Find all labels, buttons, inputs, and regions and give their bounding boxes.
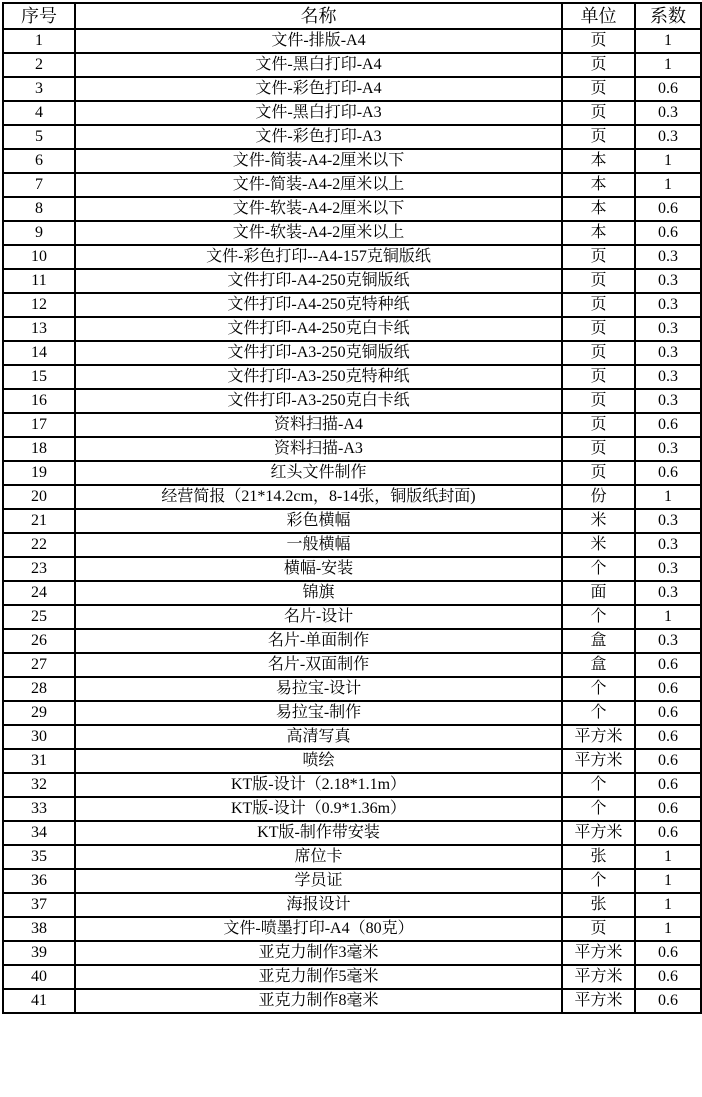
table-row	[3, 53, 701, 77]
cell-coef: 0.3	[635, 365, 701, 389]
cell-coef: 0.3	[635, 629, 701, 653]
cell-no: 40	[3, 965, 75, 989]
table-row	[3, 629, 701, 653]
cell-no: 1	[3, 29, 75, 53]
table-row	[3, 29, 701, 53]
cell-name: 资料扫描-A4	[75, 413, 562, 437]
cell-no: 9	[3, 221, 75, 245]
cell-coef: 1	[635, 29, 701, 53]
cell-coef: 0.6	[635, 413, 701, 437]
cell-no: 10	[3, 245, 75, 269]
cell-unit: 页	[562, 77, 635, 101]
cell-coef: 1	[635, 917, 701, 941]
cell-unit: 张	[562, 893, 635, 917]
cell-name: 亚克力制作5毫米	[75, 965, 562, 989]
cell-unit: 个	[562, 605, 635, 629]
cell-no: 26	[3, 629, 75, 653]
cell-coef: 0.6	[635, 461, 701, 485]
cell-unit: 页	[562, 101, 635, 125]
col-header-name: 名称	[75, 3, 562, 29]
cell-name: 易拉宝-制作	[75, 701, 562, 725]
table-row	[3, 989, 701, 1013]
cell-coef: 0.3	[635, 293, 701, 317]
table-row	[3, 893, 701, 917]
cell-coef: 0.6	[635, 677, 701, 701]
table-row	[3, 725, 701, 749]
cell-name: 文件-简装-A4-2厘米以下	[75, 149, 562, 173]
cell-no: 7	[3, 173, 75, 197]
cell-unit: 盒	[562, 629, 635, 653]
table-row	[3, 557, 701, 581]
cell-no: 12	[3, 293, 75, 317]
table-row	[3, 749, 701, 773]
cell-unit: 平方米	[562, 941, 635, 965]
cell-unit: 本	[562, 173, 635, 197]
cell-coef: 0.3	[635, 101, 701, 125]
table-row	[3, 293, 701, 317]
cell-no: 25	[3, 605, 75, 629]
cell-unit: 页	[562, 437, 635, 461]
cell-unit: 页	[562, 341, 635, 365]
table-row	[3, 389, 701, 413]
cell-name: KT版-设计（2.18*1.1m）	[75, 773, 562, 797]
cell-no: 36	[3, 869, 75, 893]
col-header-unit: 单位	[562, 3, 635, 29]
cell-name: 文件-彩色打印-A4	[75, 77, 562, 101]
cell-name: 一般横幅	[75, 533, 562, 557]
cell-coef: 0.3	[635, 437, 701, 461]
cell-no: 11	[3, 269, 75, 293]
cell-unit: 页	[562, 389, 635, 413]
cell-name: 文件-黑白打印-A3	[75, 101, 562, 125]
table-row	[3, 965, 701, 989]
cell-unit: 平方米	[562, 749, 635, 773]
cell-name: 文件-彩色打印-A3	[75, 125, 562, 149]
cell-unit: 页	[562, 245, 635, 269]
cell-no: 8	[3, 197, 75, 221]
table-row	[3, 197, 701, 221]
table-row	[3, 797, 701, 821]
cell-no: 18	[3, 437, 75, 461]
cell-coef: 1	[635, 149, 701, 173]
cell-no: 4	[3, 101, 75, 125]
cell-unit: 个	[562, 701, 635, 725]
cell-name: 文件-软装-A4-2厘米以上	[75, 221, 562, 245]
cell-unit: 本	[562, 149, 635, 173]
cell-name: 亚克力制作3毫米	[75, 941, 562, 965]
cell-no: 5	[3, 125, 75, 149]
cell-coef: 0.6	[635, 941, 701, 965]
table-row	[3, 269, 701, 293]
cell-unit: 米	[562, 509, 635, 533]
cell-name: 文件打印-A3-250克铜版纸	[75, 341, 562, 365]
cell-coef: 1	[635, 845, 701, 869]
col-header-coef: 系数	[635, 3, 701, 29]
cell-unit: 盒	[562, 653, 635, 677]
col-header-no: 序号	[3, 3, 75, 29]
cell-name: 文件打印-A4-250克白卡纸	[75, 317, 562, 341]
cell-name: 亚克力制作8毫米	[75, 989, 562, 1013]
cell-name: 红头文件制作	[75, 461, 562, 485]
cell-no: 41	[3, 989, 75, 1013]
cell-no: 28	[3, 677, 75, 701]
table-row	[3, 77, 701, 101]
cell-coef: 1	[635, 485, 701, 509]
cell-coef: 0.6	[635, 725, 701, 749]
cell-unit: 页	[562, 293, 635, 317]
cell-unit: 平方米	[562, 965, 635, 989]
cell-no: 20	[3, 485, 75, 509]
cell-coef: 1	[635, 605, 701, 629]
table-header	[3, 3, 701, 29]
table-body	[3, 29, 701, 1013]
cell-unit: 张	[562, 845, 635, 869]
table-row	[3, 461, 701, 485]
cell-unit: 个	[562, 773, 635, 797]
cell-unit: 页	[562, 53, 635, 77]
cell-no: 2	[3, 53, 75, 77]
cell-coef: 0.3	[635, 581, 701, 605]
cell-unit: 面	[562, 581, 635, 605]
cell-coef: 0.3	[635, 341, 701, 365]
cell-coef: 0.3	[635, 389, 701, 413]
cell-unit: 个	[562, 677, 635, 701]
cell-name: 文件-黑白打印-A4	[75, 53, 562, 77]
cell-unit: 页	[562, 917, 635, 941]
cell-unit: 页	[562, 317, 635, 341]
cell-unit: 本	[562, 221, 635, 245]
cell-name: 高清写真	[75, 725, 562, 749]
cell-name: 文件-喷墨打印-A4（80克）	[75, 917, 562, 941]
table-row	[3, 365, 701, 389]
cell-no: 39	[3, 941, 75, 965]
cell-name: 易拉宝-设计	[75, 677, 562, 701]
table-row	[3, 221, 701, 245]
cell-unit: 本	[562, 197, 635, 221]
table-row	[3, 173, 701, 197]
cell-coef: 0.6	[635, 797, 701, 821]
cell-coef: 0.6	[635, 701, 701, 725]
cell-no: 37	[3, 893, 75, 917]
cell-coef: 0.6	[635, 965, 701, 989]
cell-no: 15	[3, 365, 75, 389]
cell-no: 23	[3, 557, 75, 581]
table-row	[3, 581, 701, 605]
cell-name: 文件打印-A4-250克铜版纸	[75, 269, 562, 293]
table-row	[3, 941, 701, 965]
cell-coef: 0.3	[635, 317, 701, 341]
cell-no: 38	[3, 917, 75, 941]
cell-coef: 0.6	[635, 773, 701, 797]
table-row	[3, 101, 701, 125]
table-row	[3, 773, 701, 797]
cell-unit: 平方米	[562, 989, 635, 1013]
cell-name: 文件-排版-A4	[75, 29, 562, 53]
cell-no: 32	[3, 773, 75, 797]
table-row	[3, 701, 701, 725]
cell-no: 22	[3, 533, 75, 557]
table-row	[3, 509, 701, 533]
cell-name: 文件打印-A3-250克白卡纸	[75, 389, 562, 413]
table-row	[3, 413, 701, 437]
cell-name: 文件打印-A4-250克特种纸	[75, 293, 562, 317]
cell-name: 彩色横幅	[75, 509, 562, 533]
cell-name: 文件-简装-A4-2厘米以上	[75, 173, 562, 197]
cell-name: 海报设计	[75, 893, 562, 917]
cell-unit: 页	[562, 125, 635, 149]
table-row	[3, 845, 701, 869]
cell-unit: 平方米	[562, 821, 635, 845]
table-row	[3, 317, 701, 341]
cell-unit: 页	[562, 413, 635, 437]
cell-coef: 0.3	[635, 557, 701, 581]
table-row	[3, 533, 701, 557]
cell-name: 喷绘	[75, 749, 562, 773]
cell-no: 3	[3, 77, 75, 101]
cell-coef: 0.3	[635, 125, 701, 149]
cell-unit: 个	[562, 797, 635, 821]
cell-coef: 0.6	[635, 221, 701, 245]
cell-no: 29	[3, 701, 75, 725]
cell-name: 资料扫描-A3	[75, 437, 562, 461]
cell-coef: 0.6	[635, 749, 701, 773]
cell-unit: 页	[562, 29, 635, 53]
cell-name: 横幅-安装	[75, 557, 562, 581]
cell-no: 14	[3, 341, 75, 365]
cell-no: 13	[3, 317, 75, 341]
cell-no: 19	[3, 461, 75, 485]
cell-unit: 页	[562, 461, 635, 485]
cell-no: 16	[3, 389, 75, 413]
cell-name: 名片-设计	[75, 605, 562, 629]
table-row	[3, 341, 701, 365]
cell-coef: 1	[635, 869, 701, 893]
cell-no: 27	[3, 653, 75, 677]
cell-name: KT版-制作带安装	[75, 821, 562, 845]
cell-no: 17	[3, 413, 75, 437]
cell-name: 名片-双面制作	[75, 653, 562, 677]
header-row	[3, 3, 701, 29]
table-row	[3, 245, 701, 269]
cell-name: 经营简报（21*14.2cm，8-14张，铜版纸封面)	[75, 485, 562, 509]
cell-name: 席位卡	[75, 845, 562, 869]
cell-coef: 1	[635, 53, 701, 77]
table-row	[3, 677, 701, 701]
cell-no: 21	[3, 509, 75, 533]
cell-name: KT版-设计（0.9*1.36m）	[75, 797, 562, 821]
table-row	[3, 149, 701, 173]
table-row	[3, 125, 701, 149]
cell-no: 6	[3, 149, 75, 173]
cell-coef: 0.3	[635, 509, 701, 533]
cell-unit: 份	[562, 485, 635, 509]
cell-unit: 页	[562, 365, 635, 389]
table-row	[3, 869, 701, 893]
cell-coef: 0.6	[635, 197, 701, 221]
cell-name: 锦旗	[75, 581, 562, 605]
cell-coef: 0.3	[635, 533, 701, 557]
cell-coef: 0.6	[635, 821, 701, 845]
cell-name: 文件-彩色打印--A4-157克铜版纸	[75, 245, 562, 269]
pricing-table	[2, 2, 702, 1014]
cell-coef: 0.6	[635, 77, 701, 101]
cell-no: 33	[3, 797, 75, 821]
cell-name: 名片-单面制作	[75, 629, 562, 653]
cell-no: 34	[3, 821, 75, 845]
cell-unit: 个	[562, 869, 635, 893]
table-row	[3, 821, 701, 845]
cell-coef: 1	[635, 173, 701, 197]
cell-name: 学员证	[75, 869, 562, 893]
cell-no: 31	[3, 749, 75, 773]
cell-no: 24	[3, 581, 75, 605]
cell-unit: 平方米	[562, 725, 635, 749]
cell-coef: 0.3	[635, 245, 701, 269]
cell-coef: 0.6	[635, 653, 701, 677]
cell-coef: 0.6	[635, 989, 701, 1013]
cell-unit: 米	[562, 533, 635, 557]
table-row	[3, 485, 701, 509]
table-row	[3, 605, 701, 629]
cell-unit: 个	[562, 557, 635, 581]
cell-coef: 0.3	[635, 269, 701, 293]
table-row	[3, 917, 701, 941]
cell-name: 文件-软装-A4-2厘米以下	[75, 197, 562, 221]
cell-name: 文件打印-A3-250克特种纸	[75, 365, 562, 389]
table-row	[3, 653, 701, 677]
cell-unit: 页	[562, 269, 635, 293]
cell-coef: 1	[635, 893, 701, 917]
cell-no: 35	[3, 845, 75, 869]
table-row	[3, 437, 701, 461]
cell-no: 30	[3, 725, 75, 749]
